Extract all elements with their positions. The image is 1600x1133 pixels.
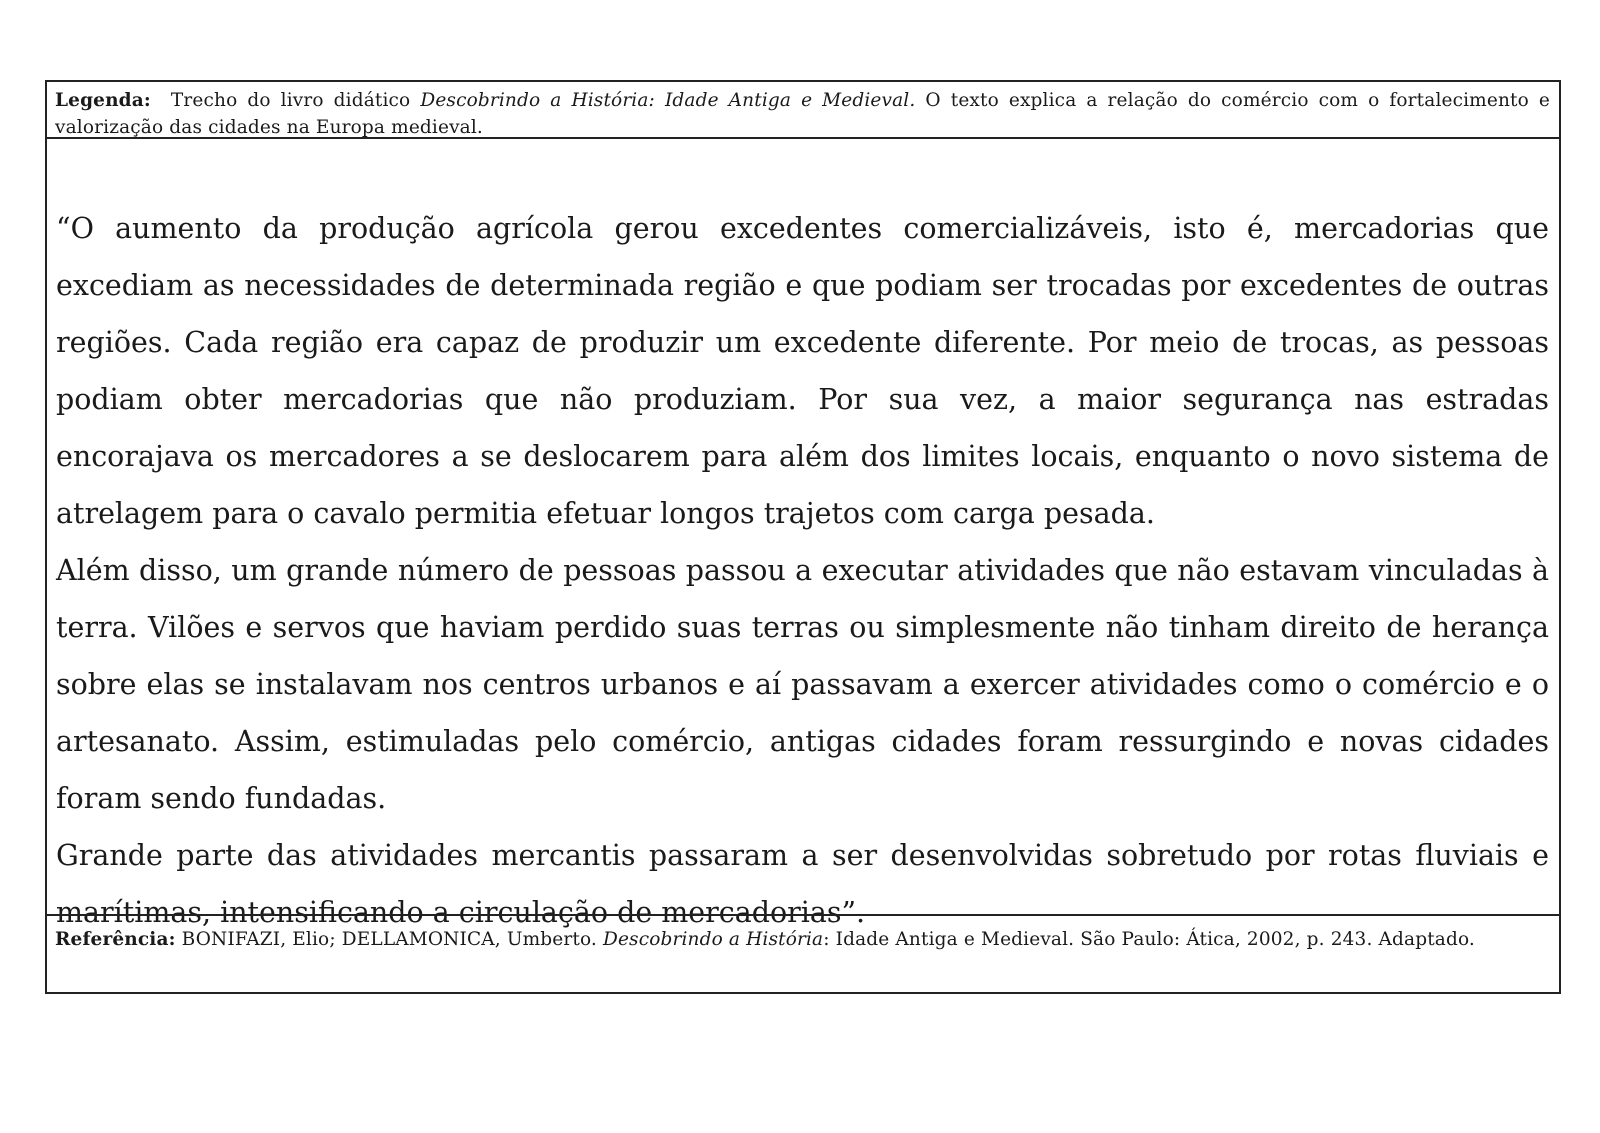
caption-label: Legenda:: [55, 90, 151, 111]
quote-box: [47, 139, 1559, 929]
reference-book-title: Descobrindo a História: [602, 929, 824, 950]
quote-paragraph-3: Grande parte das atividades mercantis passaram a ser desenvolvidas sobretudo por rotas fluviais e marítimas, intensificando a circulação de mercadorias”.: [56, 839, 1549, 929]
document-frame: [45, 80, 1561, 994]
reference-text-after: : Idade Antiga e Medieval. São Paulo: Ática, 2002, p. 243. Adaptado.: [823, 929, 1475, 950]
reference-label: Referência:: [55, 929, 176, 950]
reference-box: [47, 914, 1559, 994]
caption-text-after: O texto explica a relação do comércio com o fortalecimento e valorização das cidades na Europa medieval.: [55, 90, 1551, 138]
reference-authors: BONIFAZI, Elio; DELLAMONICA, Umberto.: [175, 929, 603, 950]
caption-box: [47, 82, 1559, 139]
caption-book-title: Descobrindo a História: Idade Antiga e Medieval.: [420, 90, 916, 111]
caption-text-before: Trecho do livro didático: [170, 90, 421, 111]
quote-paragraph-2: Além disso, um grande número de pessoas passou a executar atividades que não estavam vinculadas à terra. Vilões e servos que haviam perdido suas terras ou simplesmente não tinham direito de herança sobre elas se instalavam nos centros urbanos e aí passavam a exercer atividades como o comércio e o artesanato. Assim, estimuladas pelo comércio, antigas cidades foram ressurgindo e novas cidades foram sendo fundadas.: [56, 554, 1549, 815]
quote-paragraph-1: “O aumento da produção agrícola gerou excedentes comercializáveis, isto é, mercadorias que excediam as necessidades de determinada região e que podiam ser trocadas por excedentes de outras regiões. Cada região era capaz de produzir um excedente diferente. Por meio de trocas, as pessoas podiam obter mercadorias que não produziam. Por sua vez, a maior segurança nas estradas encorajava os mercadores a se deslocarem para além dos limites locais, enquanto o novo sistema de atrelagem para o cavalo permitia efetuar longos trajetos com carga pesada.: [56, 212, 1549, 530]
